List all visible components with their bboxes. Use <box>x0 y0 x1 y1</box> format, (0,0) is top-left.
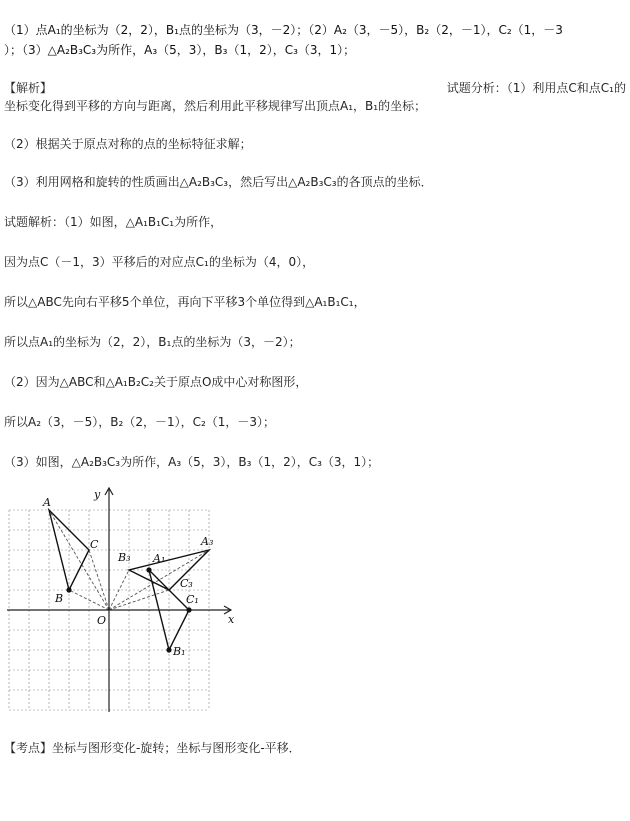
solution-line-1: 试题解析：（1）如图，△A₁B₁C₁为所作， <box>4 215 223 229</box>
analysis-step-2: （2）根据关于原点对称的点的坐标特征求解； <box>4 137 252 151</box>
point-labels <box>42 488 235 658</box>
kaodian-tag: 【考点】 <box>4 741 53 755</box>
y-axis-label: y <box>94 488 101 501</box>
point-B <box>66 587 71 592</box>
analysis-step-3: （3）利用网格和旋转的性质画出△A₂B₃C₃，然后写出△A₂B₃C₃的各顶点的坐标． <box>4 175 433 189</box>
solution-line-4: 所以点A₁的坐标为（2，2），B₁点的坐标为（3，－2）； <box>4 335 301 349</box>
label-B: B <box>55 592 64 605</box>
point-B1 <box>166 647 171 652</box>
dash-O-C3 <box>109 590 169 610</box>
solution-line-2: 因为点C（－1，3）平移后的对应点C₁的坐标为（4，0）， <box>4 255 315 269</box>
kaodian-text: 坐标与图形变化-旋转；坐标与图形变化-平移． <box>52 741 301 755</box>
label-B1: B₁ <box>173 645 186 658</box>
answer-line-1: （1）点A₁的坐标为（2，2），B₁点的坐标为（3，－2）；（2）A₂（3，－5），B₂（2，－1），C₂（1，－3 <box>4 23 563 37</box>
answer-line-2: ）；（3）△A₂B₃C₃为所作，A₃（5，3），B₃（1，2），C₃（3，1）； <box>4 43 356 57</box>
label-A: A <box>43 496 51 509</box>
label-A1: A₁ <box>153 552 166 565</box>
label-C3: C₃ <box>180 577 193 590</box>
solution-line-7: （3）如图，△A₂B₃C₃为所作，A₃（5，3），B₃（1，2），C₃（3，1）； <box>4 455 380 469</box>
point-C1 <box>186 607 191 612</box>
analysis-intro: 试题分析：（1）利用点C和点C₁的 <box>446 81 626 95</box>
origin-label: O <box>97 614 107 627</box>
analysis-tag: 【解析】 <box>4 81 53 95</box>
point-A1 <box>146 567 151 572</box>
dash-O-C <box>89 550 109 610</box>
label-A3: A₃ <box>201 535 214 548</box>
coordinate-figure <box>0 478 250 723</box>
solution-line-5: （2）因为△ABC和△A₁B₂C₂关于原点O成中心对称图形， <box>4 375 308 389</box>
kaodian <box>4 740 301 756</box>
solution-line-3: 所以△ABC先向右平移5个单位，再向下平移3个单位得到△A₁B₁C₁， <box>4 295 366 309</box>
solution-line-6: 所以A₂（3，－5），B₂（2，－1），C₂（1，－3）； <box>4 415 276 429</box>
x-axis-label: x <box>228 613 235 626</box>
analysis-intro-cont: 坐标变化得到平移的方向与距离，然后利用此平移规律写出顶点A₁，B₁的坐标； <box>4 99 427 113</box>
label-C1: C₁ <box>186 593 199 606</box>
label-C: C <box>90 538 99 551</box>
label-B3: B₃ <box>118 551 131 564</box>
